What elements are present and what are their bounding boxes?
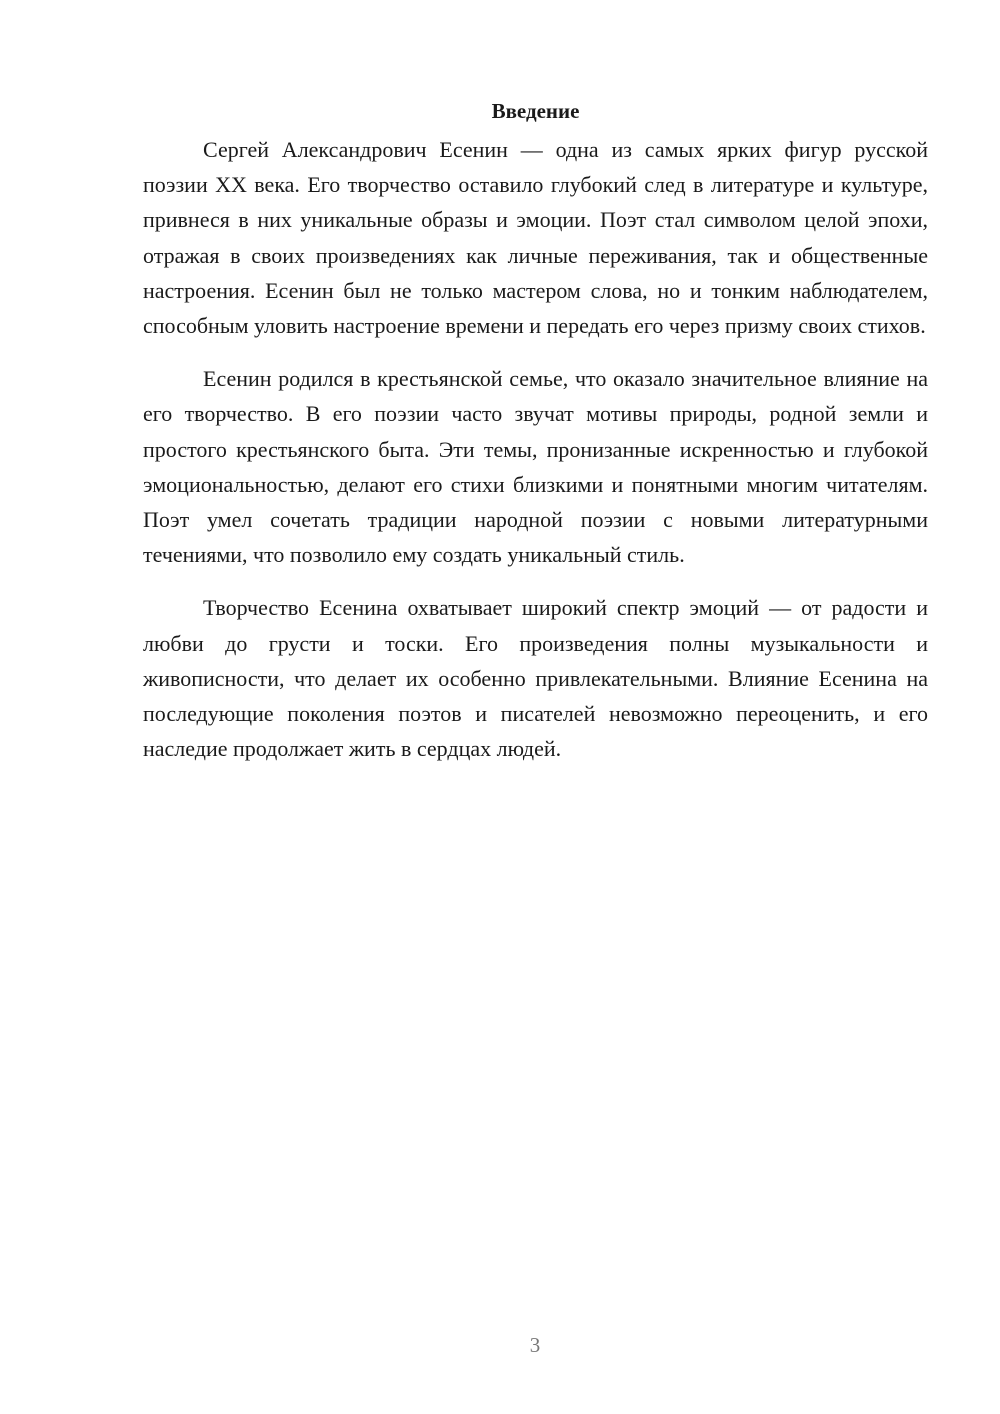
paragraph-2: Есенин родился в крестьянской семье, что оказало значительное влияние на его творчество. В его поэзии часто звучат мотивы природы, родной земли и простого крестьянского быта. Эти темы, пронизанные искренностью и глубокой эмоциональностью, делают его стихи близкими и понятными многим читателям. Поэт умел сочетать традиции народной поэзии с новыми литературными течениями, что позволило ему создать уникальный стиль. [143, 366, 928, 568]
paragraph-3: Творчество Есенина охватывает широкий спектр эмоций — от радости и любви до грусти и тоски. Его произведения полны музыкальности и живописности, что делает их особенно привлекательными. Влияние Есенина на последующие поколения поэтов и писателей невозможно переоценить, и его наследие продолжает жить в сердцах людей. [143, 595, 928, 762]
section-heading: Введение [491, 99, 580, 123]
page-content [143, 96, 928, 766]
paragraph-1: Сергей Александрович Есенин — одна из самых ярких фигур русской поэзии XX века. Его творчество оставило глубокий след в литературе и культуре, привнеся в них уникальные образы и эмоции. Поэт стал символом целой эпохи, отражая в своих произведениях как личные переживания, так и общественные настроения. Есенин был не только мастером слова, но и тонким наблюдателем, способным уловить настроение времени и передать его через призму своих стихов. [143, 137, 928, 339]
page-number: 3 [529, 1333, 541, 1357]
